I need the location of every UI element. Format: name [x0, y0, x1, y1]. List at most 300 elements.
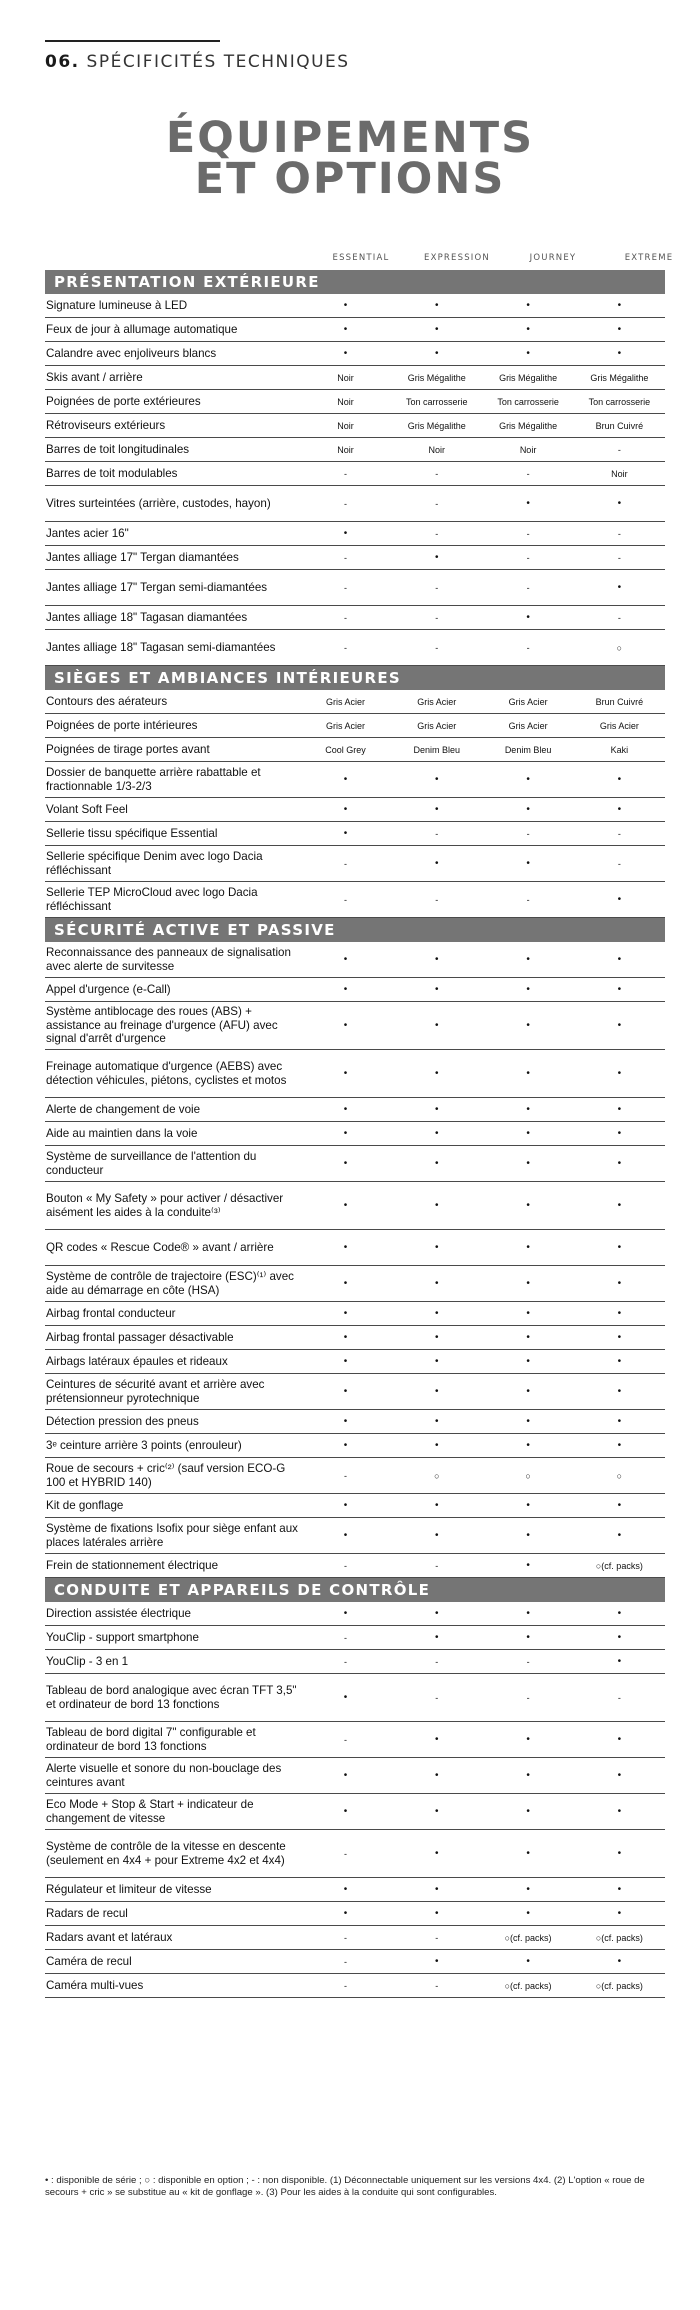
table-cell: • — [343, 1332, 348, 1343]
table-row — [45, 1602, 665, 1626]
table-cell: • — [435, 804, 439, 815]
table-cell: • — [526, 1332, 530, 1343]
table-cell: • — [617, 498, 622, 509]
row-label: Aide au maintien dans la voie — [46, 1126, 198, 1140]
table-cell: - — [617, 552, 621, 563]
column-header-extreme: EXTREME — [624, 253, 674, 263]
table-cell: • — [526, 1128, 530, 1139]
table-cell: • — [435, 1908, 439, 1919]
table-row — [45, 1182, 665, 1230]
row-label: Poignées de tirage portes avant — [46, 742, 210, 756]
table-cell: • — [526, 1608, 530, 1619]
table-cell: • — [435, 1308, 439, 1319]
row-label: Tableau de bord analogique avec écran TFT 3,5" et ordinateur de bord 13 fonctions — [46, 1684, 297, 1711]
table-cell: - — [344, 468, 348, 479]
table-row — [45, 1950, 665, 1974]
table-cell: • — [435, 1332, 439, 1343]
table-cell: • — [526, 1104, 530, 1115]
column-header-essential: ESSENTIAL — [332, 253, 390, 263]
table-row — [45, 738, 665, 762]
table-cell: • — [435, 1278, 439, 1289]
table-cell: ○ — [616, 1470, 623, 1481]
table-row — [45, 630, 665, 666]
table-cell: • — [435, 1956, 439, 1967]
table-cell: ○(cf. packs) — [595, 1980, 643, 1991]
row-label: 3ᵉ ceinture arrière 3 points (enrouleur) — [46, 1438, 242, 1452]
table-cell: - — [526, 642, 530, 653]
table-row — [45, 1326, 665, 1350]
table-cell: Noir — [428, 444, 446, 455]
table-cell: • — [435, 954, 439, 965]
row-label: Rétroviseurs extérieurs — [46, 418, 166, 432]
table-row — [45, 606, 665, 630]
table-cell: ○(cf. packs) — [595, 1560, 643, 1571]
row-label: Direction assistée électrique — [46, 1606, 191, 1620]
table-cell: • — [343, 1068, 348, 1079]
table-row — [45, 1230, 665, 1266]
row-label: Freinage automatique d'urgence (AEBS) avec détection véhicules, piétons, cyclistes et motos — [46, 1060, 287, 1087]
table-cell: • — [526, 1560, 530, 1571]
table-row — [45, 942, 665, 978]
row-label: YouClip - 3 en 1 — [46, 1654, 129, 1668]
table-cell: • — [435, 1128, 439, 1139]
table-cell: • — [343, 828, 348, 839]
table-cell: - — [344, 1734, 348, 1745]
row-label: Système de fixations Isofix pour siège enfant aux places latérales arrière — [46, 1522, 298, 1549]
table-cell: ○ — [616, 642, 623, 653]
table-cell: • — [526, 1278, 530, 1289]
table-row — [45, 1350, 665, 1374]
table-row — [45, 438, 665, 462]
table-row — [45, 882, 665, 918]
table-cell: • — [343, 1884, 348, 1895]
table-cell: • — [343, 1770, 348, 1781]
table-row — [45, 1794, 665, 1830]
row-label: Roue de secours + cric⁽²⁾ (sauf version ECO-G 100 et HYBRID 140) — [46, 1462, 286, 1489]
table-row — [45, 798, 665, 822]
row-label: Sellerie tissu spécifique Essential — [46, 826, 218, 840]
table-row — [45, 1302, 665, 1326]
table-cell: - — [526, 894, 530, 905]
table-cell: - — [435, 468, 439, 479]
table-row — [45, 1974, 665, 1998]
table-cell: • — [343, 1416, 348, 1427]
table-row — [45, 1830, 665, 1878]
table-cell: • — [526, 984, 530, 995]
table-row — [45, 342, 665, 366]
table-cell: - — [435, 894, 439, 905]
column-header-expression: EXPRESSION — [424, 253, 490, 263]
table-cell: Denim Bleu — [504, 744, 552, 755]
equipment-table — [45, 270, 665, 1998]
table-row — [45, 1674, 665, 1722]
table-cell: • — [435, 1104, 439, 1115]
table-cell: • — [617, 1806, 622, 1817]
table-cell: - — [617, 612, 621, 623]
table-cell: Gris Mégalithe — [499, 372, 558, 383]
table-cell: • — [617, 1278, 622, 1289]
table-row — [45, 414, 665, 438]
table-cell: - — [344, 894, 348, 905]
table-row — [45, 1758, 665, 1794]
table-cell: • — [617, 1530, 622, 1541]
table-cell: - — [344, 552, 348, 563]
table-cell: Brun Cuivré — [595, 696, 644, 707]
table-cell: • — [526, 1356, 530, 1367]
row-label: Alerte de changement de voie — [46, 1102, 201, 1116]
table-row — [45, 1626, 665, 1650]
table-cell: • — [435, 1242, 439, 1253]
table-cell: • — [435, 1068, 439, 1079]
table-cell: Denim Bleu — [413, 744, 461, 755]
table-cell: • — [617, 1242, 622, 1253]
table-cell: ○(cf. packs) — [595, 1932, 643, 1943]
table-cell: • — [526, 1068, 530, 1079]
table-cell: • — [526, 1884, 530, 1895]
row-label: Sellerie spécifique Denim avec logo Dacia réfléchissant — [46, 850, 263, 877]
page-title — [0, 113, 700, 204]
table-cell: • — [435, 1386, 439, 1397]
row-label: Dossier de banquette arrière rabattable et fractionnable 1/3-2/3 — [46, 766, 261, 793]
row-label: Jantes alliage 18" Tagasan semi-diamantées — [46, 640, 276, 654]
top-rule — [45, 40, 220, 42]
table-cell: Gris Acier — [599, 720, 639, 731]
table-row — [45, 714, 665, 738]
table-cell: - — [344, 1956, 348, 1967]
row-label: Poignées de porte intérieures — [46, 718, 198, 732]
table-row — [45, 822, 665, 846]
table-cell: • — [617, 348, 622, 359]
table-cell: Noir — [337, 396, 354, 407]
table-cell: - — [344, 1560, 348, 1571]
table-cell: • — [617, 1770, 622, 1781]
table-cell: Noir — [611, 468, 628, 479]
table-cell: • — [343, 1278, 348, 1289]
row-label: Jantes alliage 17" Tergan semi-diamantées — [46, 580, 268, 594]
table-cell: • — [526, 1908, 530, 1919]
table-cell: Noir — [519, 444, 537, 455]
table-row — [45, 486, 665, 522]
table-row — [45, 1494, 665, 1518]
table-cell: - — [344, 1848, 348, 1859]
row-label: Barres de toit longitudinales — [46, 442, 190, 456]
table-cell: - — [344, 1656, 348, 1667]
table-cell: • — [435, 1416, 439, 1427]
column-headers — [0, 253, 700, 267]
table-cell: • — [435, 858, 439, 869]
row-label: Poignées de porte extérieures — [46, 394, 201, 408]
row-label: Kit de gonflage — [46, 1498, 124, 1512]
table-cell: • — [435, 1608, 439, 1619]
table-cell: • — [617, 1308, 622, 1319]
column-header-journey: JOURNEY — [529, 253, 577, 263]
table-cell: • — [526, 804, 530, 815]
table-cell: • — [617, 300, 622, 311]
table-cell: • — [343, 1356, 348, 1367]
row-label: Appel d'urgence (e-Call) — [46, 982, 171, 996]
table-cell: • — [435, 552, 439, 563]
table-cell: • — [526, 954, 530, 965]
section-heading: SÉCURITÉ ACTIVE ET PASSIVE — [45, 918, 665, 942]
table-row — [45, 1878, 665, 1902]
table-cell: • — [435, 1734, 439, 1745]
table-cell: • — [526, 1500, 530, 1511]
table-row — [45, 546, 665, 570]
row-label: Caméra multi-vues — [46, 1978, 144, 1992]
row-label: Jantes acier 16" — [46, 526, 129, 540]
table-cell: • — [617, 1500, 622, 1511]
table-cell: - — [344, 582, 348, 593]
table-cell: ○(cf. packs) — [504, 1980, 552, 1991]
table-cell: ○(cf. packs) — [504, 1932, 552, 1943]
table-cell: - — [526, 552, 530, 563]
table-cell: • — [343, 804, 348, 815]
row-label: Volant Soft Feel — [46, 802, 128, 816]
table-cell: - — [435, 612, 439, 623]
table-cell: • — [526, 1386, 530, 1397]
table-cell: - — [435, 582, 439, 593]
table-cell: • — [435, 1356, 439, 1367]
table-cell: • — [343, 1806, 348, 1817]
table-cell: - — [435, 1932, 439, 1943]
table-cell: Brun Cuivré — [595, 420, 644, 431]
table-cell: - — [344, 1980, 348, 1991]
table-cell: • — [617, 582, 622, 593]
table-cell: - — [344, 642, 348, 653]
row-label: Détection pression des pneus — [46, 1414, 199, 1428]
table-cell: • — [617, 1200, 622, 1211]
table-cell: • — [526, 348, 530, 359]
table-cell: - — [344, 1632, 348, 1643]
table-cell: • — [343, 954, 348, 965]
table-cell: • — [617, 1734, 622, 1745]
table-cell: Noir — [337, 372, 354, 383]
table-cell: Gris Acier — [326, 720, 366, 731]
section-heading: SIÈGES ET AMBIANCES INTÉRIEURES — [45, 666, 665, 690]
table-cell: • — [617, 1956, 622, 1967]
table-cell: Ton carrosserie — [497, 396, 559, 407]
table-row — [45, 1518, 665, 1554]
table-row — [45, 1002, 665, 1050]
table-cell: • — [343, 1020, 348, 1031]
table-cell: Gris Acier — [508, 696, 548, 707]
row-label: Reconnaissance des panneaux de signalisation avec alerte de survitesse — [46, 946, 291, 973]
table-cell: - — [526, 828, 530, 839]
table-cell: Noir — [337, 444, 354, 455]
row-label: Calandre avec enjoliveurs blancs — [46, 346, 217, 360]
table-cell: - — [435, 498, 439, 509]
table-row — [45, 366, 665, 390]
table-cell: • — [526, 774, 530, 785]
row-label: Régulateur et limiteur de vitesse — [46, 1882, 212, 1896]
table-row — [45, 1458, 665, 1494]
table-cell: • — [526, 1734, 530, 1745]
table-cell: • — [435, 1440, 439, 1451]
table-cell: • — [526, 1020, 530, 1031]
table-cell: Gris Mégalithe — [407, 420, 466, 431]
row-label: Jantes alliage 17" Tergan diamantées — [46, 550, 239, 564]
table-cell: • — [617, 1356, 622, 1367]
table-cell: • — [343, 300, 348, 311]
row-label: Tableau de bord digital 7" configurable et ordinateur de bord 13 fonctions — [46, 1726, 256, 1753]
table-cell: • — [435, 1770, 439, 1781]
table-cell: • — [435, 1632, 439, 1643]
row-label: Ceintures de sécurité avant et arrière avec prétensionneur pyrotechnique — [46, 1378, 265, 1405]
table-row — [45, 846, 665, 882]
row-label: Alerte visuelle et sonore du non-bouclage des ceintures avant — [46, 1762, 282, 1789]
table-cell: • — [526, 1158, 530, 1169]
table-cell: - — [526, 1692, 530, 1703]
table-cell: Gris Mégalithe — [407, 372, 466, 383]
table-row — [45, 1266, 665, 1302]
table-cell: • — [343, 1608, 348, 1619]
row-label: Frein de stationnement électrique — [46, 1558, 219, 1572]
table-cell: • — [617, 774, 622, 785]
table-row — [45, 1926, 665, 1950]
table-cell: Gris Acier — [326, 696, 366, 707]
footnote: • : disponible de série ; ○ : disponible en option ; - : non disponible. (1) Déconnectable uniquement sur les versions 4x4. (2) L'option « roue de secours + cric » se substitue au « kit de gonflage ». (3) Pour les aides à la conduite qui sont configurables. — [45, 2175, 645, 2198]
table-cell: • — [435, 1200, 439, 1211]
table-cell: • — [435, 774, 439, 785]
page-title-line2: ET OPTIONS — [194, 154, 506, 204]
table-cell: • — [526, 1956, 530, 1967]
table-cell: • — [617, 1332, 622, 1343]
row-label: Système antiblocage des roues (ABS) + assistance au freinage d'urgence (AFU) avec signal d'arrêt d'urgence — [46, 1005, 278, 1046]
table-row — [45, 390, 665, 414]
table-cell: - — [435, 1692, 439, 1703]
table-row — [45, 1434, 665, 1458]
table-cell: • — [343, 1908, 348, 1919]
table-cell: ○ — [434, 1470, 440, 1481]
table-cell: - — [617, 1692, 621, 1703]
table-cell: - — [435, 528, 439, 539]
table-cell: - — [617, 444, 621, 455]
table-row — [45, 1050, 665, 1098]
table-cell: • — [435, 1500, 439, 1511]
row-label: QR codes « Rescue Code® » avant / arrière — [46, 1240, 274, 1254]
table-cell: • — [526, 1200, 530, 1211]
table-cell: • — [343, 1242, 348, 1253]
table-cell: • — [435, 984, 439, 995]
table-cell: • — [435, 324, 439, 335]
table-cell: • — [343, 984, 348, 995]
table-cell: • — [526, 1308, 530, 1319]
table-cell: • — [617, 1632, 622, 1643]
table-cell: • — [435, 1806, 439, 1817]
table-cell: • — [343, 1386, 348, 1397]
table-cell: • — [343, 1158, 348, 1169]
table-cell: • — [617, 1440, 622, 1451]
table-cell: • — [617, 804, 622, 815]
row-label: Système de contrôle de la vitesse en descente (seulement en 4x4 + pour Extreme 4x2 et 4x4) — [46, 1840, 286, 1867]
page-title-line1: ÉQUIPEMENTS — [165, 113, 535, 163]
table-cell: • — [526, 300, 530, 311]
table-cell: • — [435, 300, 439, 311]
table-cell: • — [343, 774, 348, 785]
table-cell: • — [526, 1632, 530, 1643]
table-row — [45, 294, 665, 318]
table-cell: • — [617, 1656, 622, 1667]
table-cell: • — [435, 1884, 439, 1895]
row-label: Airbag frontal passager désactivable — [46, 1330, 234, 1344]
row-label: Jantes alliage 18" Tagasan diamantées — [46, 610, 248, 624]
table-cell: Ton carrosserie — [406, 396, 468, 407]
table-cell: • — [617, 1068, 622, 1079]
table-cell: • — [617, 1128, 622, 1139]
table-cell: • — [435, 1530, 439, 1541]
table-cell: • — [435, 1158, 439, 1169]
table-cell: • — [617, 1158, 622, 1169]
table-cell: • — [617, 1386, 622, 1397]
row-label: Skis avant / arrière — [46, 370, 143, 384]
table-row — [45, 1902, 665, 1926]
table-cell: Ton carrosserie — [588, 396, 651, 407]
section-number: 06. — [45, 52, 80, 72]
table-cell: Gris Mégalithe — [590, 372, 649, 383]
table-row — [45, 690, 665, 714]
table-row — [45, 570, 665, 606]
table-cell: • — [343, 348, 348, 359]
table-cell: • — [617, 894, 622, 905]
table-cell: • — [343, 1104, 348, 1115]
table-cell: - — [435, 1560, 439, 1571]
table-cell: Cool Grey — [325, 744, 366, 755]
table-cell: • — [526, 1416, 530, 1427]
table-cell: - — [617, 858, 621, 869]
table-row — [45, 1554, 665, 1578]
table-cell: • — [343, 1440, 348, 1451]
row-label: Bouton « My Safety » pour activer / désactiver aisément les aides à la conduite⁽³⁾ — [46, 1192, 284, 1219]
table-cell: - — [526, 468, 530, 479]
table-cell: • — [343, 1530, 348, 1541]
row-label: Barres de toit modulables — [46, 466, 178, 480]
table-cell: • — [617, 1020, 622, 1031]
table-cell: - — [344, 1932, 348, 1943]
table-cell: • — [343, 1128, 348, 1139]
row-label: Système de contrôle de trajectoire (ESC)⁽¹⁾ avec aide au démarrage en côte (HSA) — [46, 1270, 294, 1297]
table-cell: Gris Acier — [417, 720, 457, 731]
table-cell: • — [343, 1200, 348, 1211]
table-cell: - — [344, 858, 348, 869]
table-cell: - — [617, 528, 621, 539]
table-row — [45, 1374, 665, 1410]
table-cell: • — [435, 348, 439, 359]
table-cell: • — [617, 1416, 622, 1427]
table-cell: • — [526, 612, 530, 623]
table-row — [45, 462, 665, 486]
table-row — [45, 1146, 665, 1182]
table-row — [45, 762, 665, 798]
table-row — [45, 978, 665, 1002]
section-header — [45, 52, 350, 72]
table-cell: • — [617, 954, 622, 965]
table-cell: - — [526, 1656, 530, 1667]
row-label: Feux de jour à allumage automatique — [46, 322, 238, 336]
table-cell: • — [343, 324, 348, 335]
table-cell: - — [435, 1980, 439, 1991]
row-label: Eco Mode + Stop & Start + indicateur de changement de vitesse — [46, 1798, 254, 1825]
row-label: Vitres surteintées (arrière, custodes, hayon) — [46, 496, 271, 510]
row-label: Contours des aérateurs — [46, 694, 168, 708]
table-cell: - — [344, 612, 348, 623]
table-cell: Gris Acier — [417, 696, 457, 707]
table-cell: • — [617, 984, 622, 995]
table-cell: • — [526, 1440, 530, 1451]
table-cell: • — [617, 1884, 622, 1895]
row-label: Radars de recul — [46, 1906, 128, 1920]
table-cell: • — [526, 1242, 530, 1253]
table-cell: - — [617, 828, 621, 839]
